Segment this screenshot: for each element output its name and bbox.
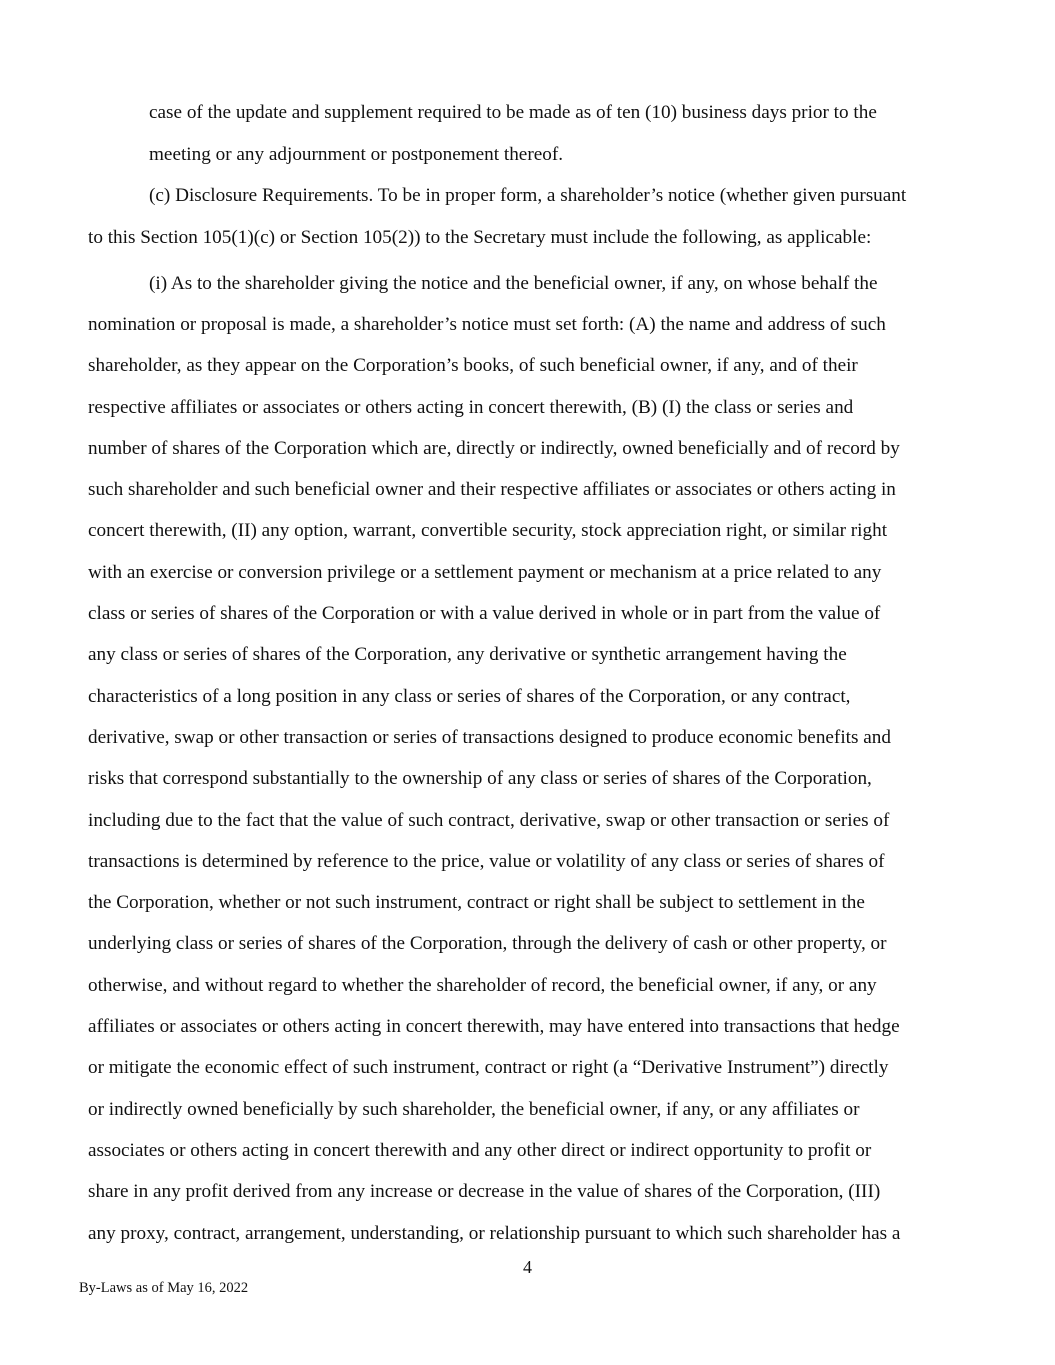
text-line: otherwise, and without regard to whether the shareholder of record, the beneficial owner, if any, or any [88, 975, 877, 996]
text-line: transactions is determined by reference to the price, value or volatility of any class or series of shares of [88, 851, 885, 872]
text-line: concert therewith, (II) any option, warrant, convertible security, stock appreciation right, or similar right [88, 520, 888, 541]
text-line: or indirectly owned beneficially by such shareholder, the beneficial owner, if any, or any affiliates or [88, 1099, 860, 1120]
text-line: respective affiliates or associates or others acting in concert therewith, (B) (I) the class or series and [88, 397, 854, 418]
text-line: derivative, swap or other transaction or series of transactions designed to produce economic benefits and [88, 727, 891, 748]
text-line: with an exercise or conversion privilege or a settlement payment or mechanism at a price related to any [88, 562, 882, 583]
text-line: (c) Disclosure Requirements. To be in proper form, a shareholder’s notice (whether given pursuant [149, 185, 907, 206]
text-line: underlying class or series of shares of the Corporation, through the delivery of cash or other property, or [88, 933, 887, 954]
text-line: associates or others acting in concert therewith and any other direct or indirect opportunity to profit or [88, 1140, 872, 1161]
text-line: number of shares of the Corporation which are, directly or indirectly, owned beneficially and of record by [88, 438, 900, 459]
text-line: nomination or proposal is made, a shareholder’s notice must set forth: (A) the name and address of such [88, 314, 886, 335]
text-line: meeting or any adjournment or postponement thereof. [149, 144, 564, 165]
text-line: including due to the fact that the value of such contract, derivative, swap or other transaction or series of [88, 810, 890, 831]
text-line: characteristics of a long position in any class or series of shares of the Corporation, or any contract, [88, 686, 851, 707]
text-line: to this Section 105(1)(c) or Section 105(2)) to the Secretary must include the following, as applicable: [88, 227, 872, 248]
text-line: or mitigate the economic effect of such instrument, contract or right (a “Derivative Instrument”) directly [88, 1057, 889, 1078]
text-line: share in any profit derived from any increase or decrease in the value of shares of the Corporation, (III) [88, 1181, 881, 1202]
text-line: risks that correspond substantially to the ownership of any class or series of shares of the Corporation, [88, 768, 872, 789]
text-line: affiliates or associates or others acting in concert therewith, may have entered into transactions that hedge [88, 1016, 900, 1037]
page-number: 4 [523, 1257, 532, 1277]
text-line: such shareholder and such beneficial owner and their respective affiliates or associates or others acting in [88, 479, 896, 500]
text-line: case of the update and supplement required to be made as of ten (10) business days prior to the [149, 102, 877, 123]
text-line: shareholder, as they appear on the Corporation’s books, of such beneficial owner, if any, and of their [88, 355, 858, 376]
footer-text: By-Laws as of May 16, 2022 [79, 1280, 249, 1296]
text-line: (i) As to the shareholder giving the notice and the beneficial owner, if any, on whose behalf the [149, 273, 878, 294]
text-line: any proxy, contract, arrangement, understanding, or relationship pursuant to which such shareholder has a [88, 1223, 901, 1244]
text-line: class or series of shares of the Corporation or with a value derived in whole or in part from the value of [88, 603, 881, 624]
text-line: the Corporation, whether or not such instrument, contract or right shall be subject to settlement in the [88, 892, 865, 913]
text-line: any class or series of shares of the Corporation, any derivative or synthetic arrangement having the [88, 644, 847, 665]
